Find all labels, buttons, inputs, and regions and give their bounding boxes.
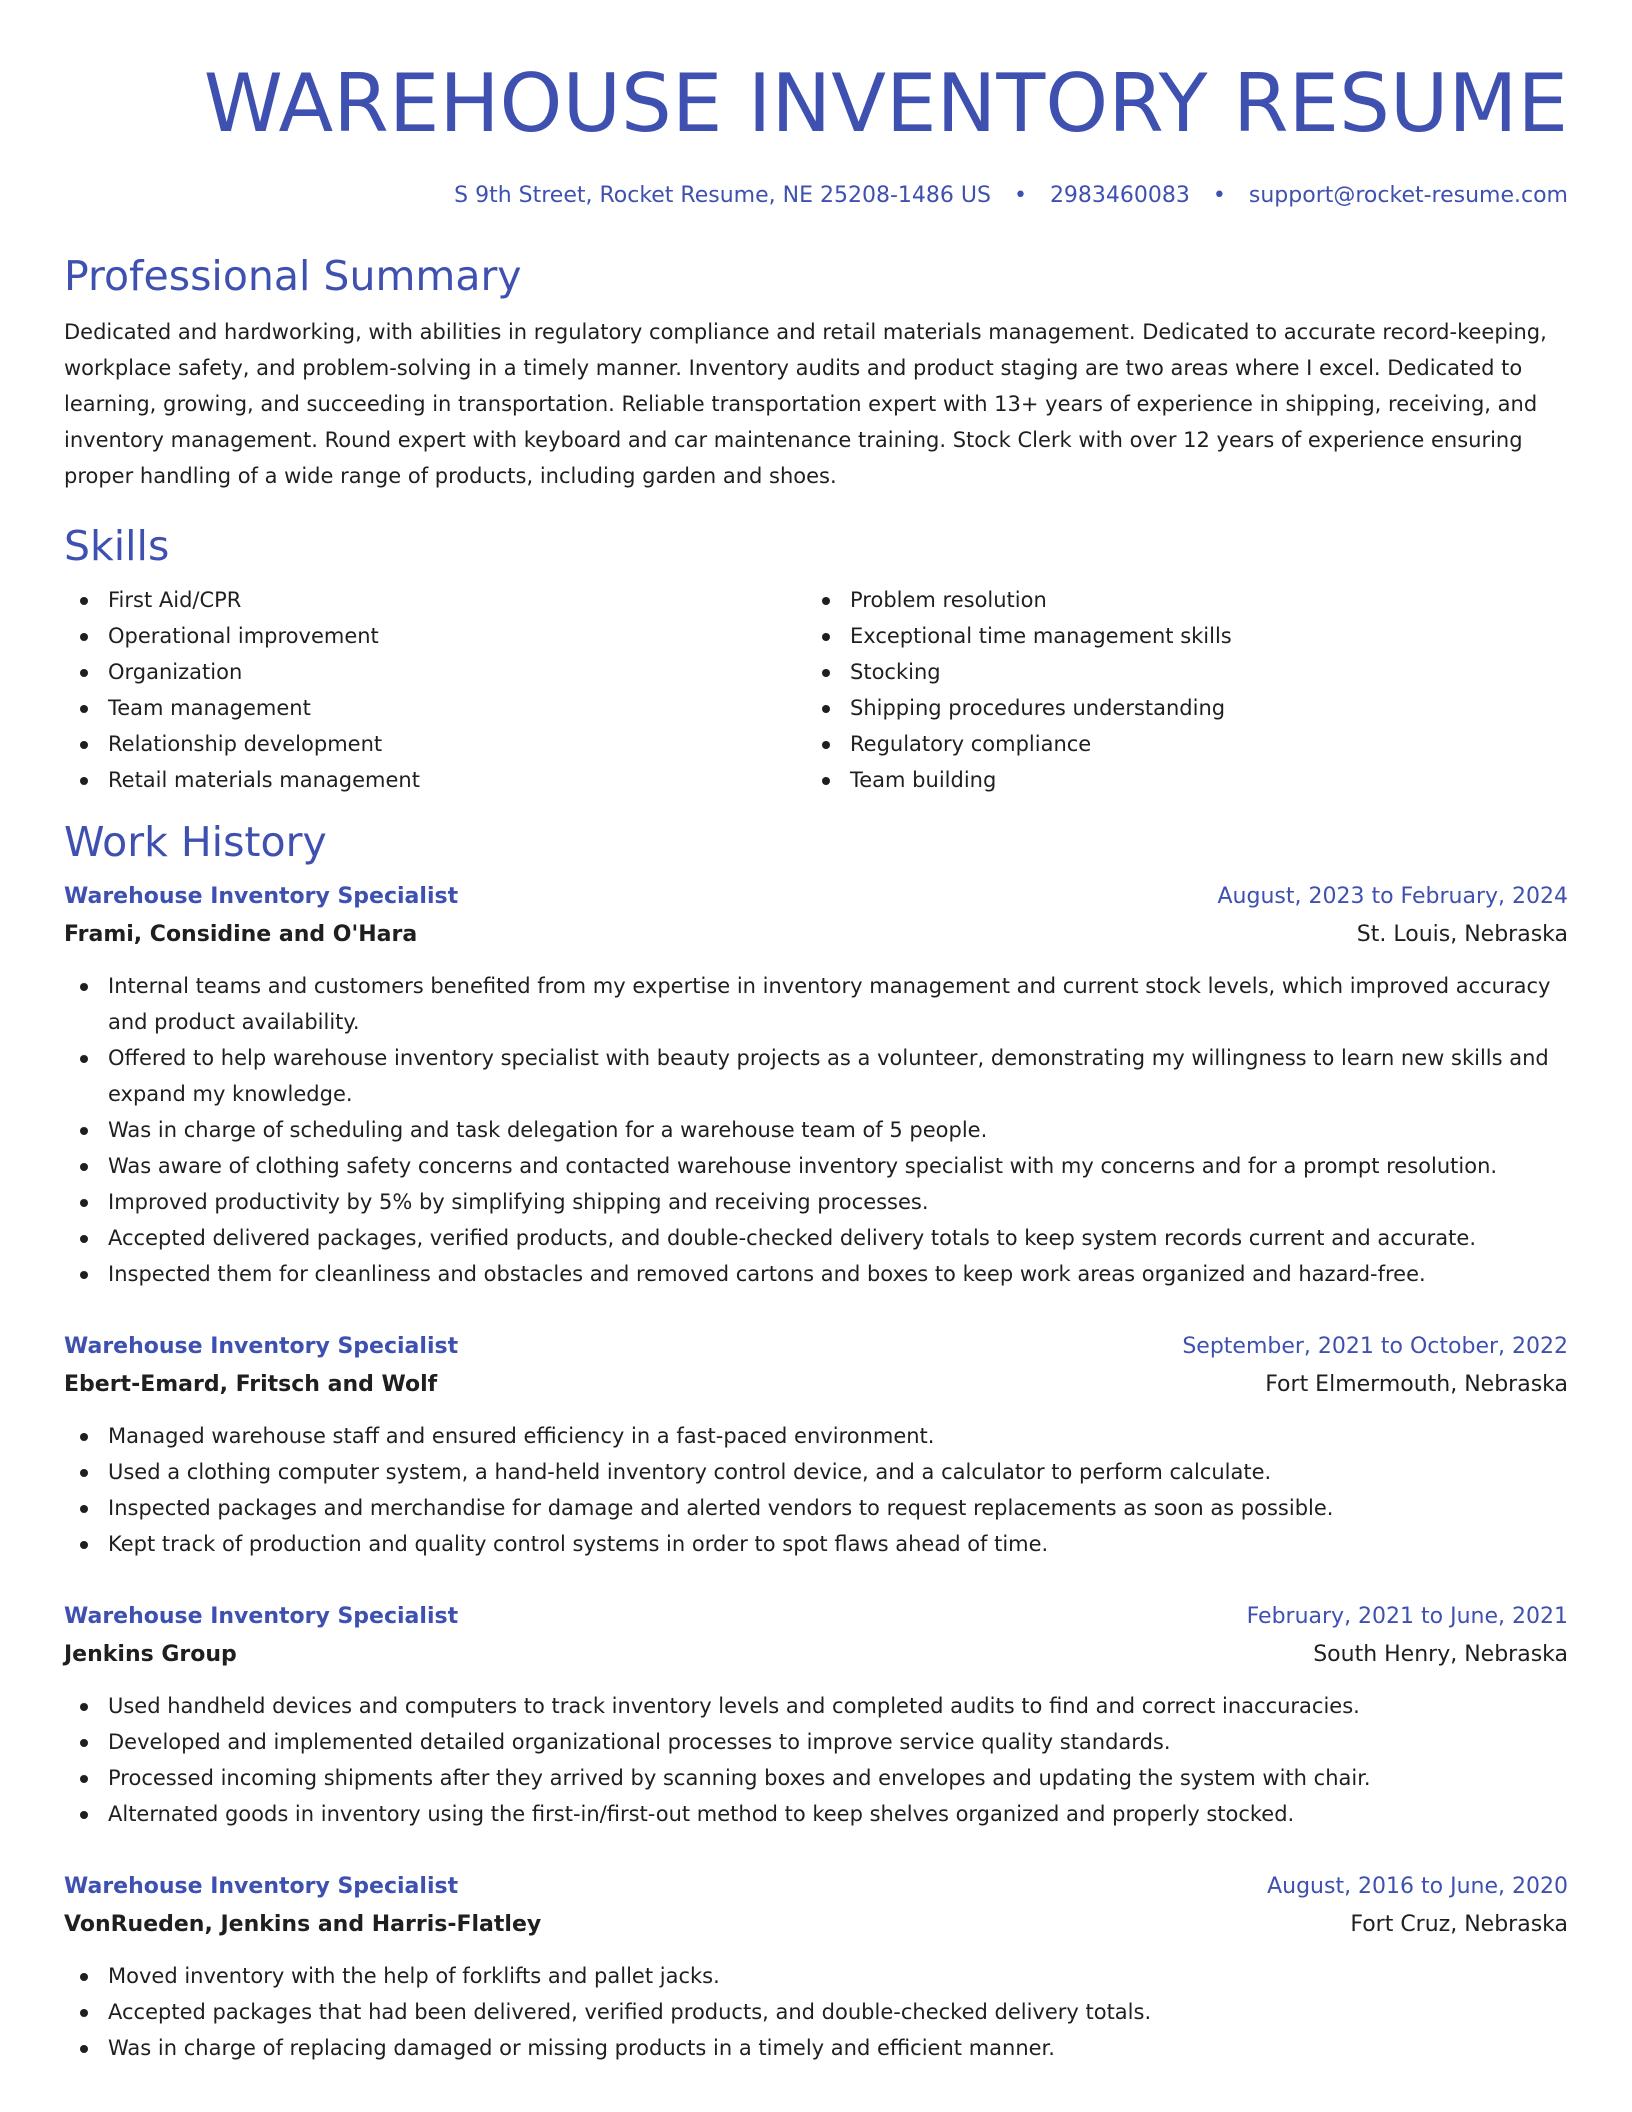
job-company-row [64, 916, 1568, 954]
contact-address: S 9th Street, Rocket Resume, NE 25208-1486 US [454, 183, 991, 208]
skills-heading: Skills [64, 522, 170, 570]
job-title: Warehouse Inventory Specialist [64, 1604, 459, 1629]
contact-separator: • [1013, 183, 1027, 208]
skills-list [64, 582, 1568, 798]
job-header-row [64, 1868, 1568, 1906]
skill-item: First Aid/CPR [64, 582, 806, 618]
job-bullet: Processed incoming shipments after they arrived by scanning boxes and envelopes and updating the system with chair. [64, 1760, 1568, 1796]
job-bullet: Alternated goods in inventory using the first-in/first-out method to keep shelves organized and properly stocked. [64, 1796, 1568, 1832]
job-company-row [64, 1906, 1568, 1944]
job-entry [64, 878, 1568, 1292]
job-bullet: Kept track of production and quality control systems in order to spot flaws ahead of time. [64, 1526, 1568, 1562]
skill-item: Team management [64, 690, 806, 726]
resume-page [64, 0, 1568, 2066]
job-bullet: Managed warehouse staff and ensured efficiency in a fast-paced environment. [64, 1418, 1568, 1454]
job-dates: August, 2023 to February, 2024 [1217, 884, 1568, 909]
job-bullet: Accepted packages that had been delivered, verified products, and double-checked delivery totals. [64, 1994, 1568, 2030]
job-bullets [64, 1688, 1568, 1832]
contact-separator: • [1212, 183, 1226, 208]
skill-item: Problem resolution [806, 582, 1548, 618]
job-company: Frami, Considine and O'Hara [64, 922, 418, 947]
job-header-row [64, 878, 1568, 916]
contact-phone: 2983460083 [1049, 183, 1190, 208]
job-title: Warehouse Inventory Specialist [64, 1874, 459, 1899]
work-history-heading: Work History [64, 818, 327, 866]
job-dates: September, 2021 to October, 2022 [1182, 1334, 1568, 1359]
job-bullet: Improved productivity by 5% by simplifying shipping and receiving processes. [64, 1184, 1568, 1220]
job-bullet: Inspected them for cleanliness and obstacles and removed cartons and boxes to keep work areas organized and hazard-free. [64, 1256, 1568, 1292]
skill-item: Stocking [806, 654, 1548, 690]
skill-item: Retail materials management [64, 762, 806, 798]
job-company: Jenkins Group [64, 1642, 237, 1667]
job-bullet: Was in charge of replacing damaged or missing products in a timely and efficient manner. [64, 2030, 1568, 2066]
skill-item: Shipping procedures understanding [806, 690, 1548, 726]
job-bullets [64, 1958, 1568, 2066]
job-title: Warehouse Inventory Specialist [64, 1334, 459, 1359]
job-bullet: Developed and implemented detailed organizational processes to improve service quality standards. [64, 1724, 1568, 1760]
job-bullet: Offered to help warehouse inventory specialist with beauty projects as a volunteer, demonstrating my willingness to learn new skills and expand my knowledge. [64, 1040, 1568, 1112]
skill-item: Regulatory compliance [806, 726, 1548, 762]
job-company-row [64, 1366, 1568, 1404]
job-bullet: Used handheld devices and computers to track inventory levels and completed audits to find and correct inaccuracies. [64, 1688, 1568, 1724]
job-entry [64, 1868, 1568, 2066]
job-bullet: Used a clothing computer system, a hand-held inventory control device, and a calculator to perform calculate. [64, 1454, 1568, 1490]
job-bullet: Was aware of clothing safety concerns and contacted warehouse inventory specialist with my concerns and for a prompt resolution. [64, 1148, 1568, 1184]
summary-text: Dedicated and hardworking, with abilities in regulatory compliance and retail materials management. Dedicated to accurate record-keeping, workplace safety, and problem-solving in a timely manner. Inventory audits and product staging are two areas where I excel. Dedicated to learning, growing, and succeeding in transportation. Reliable transportation expert with 13+ years of experience in shipping, receiving, and inventory management. Round expert with keyboard and car maintenance training. Stock Clerk with over 12 years of experience ensuring proper handling of a wide range of products, including garden and shoes. [64, 320, 1547, 488]
job-bullet: Was in charge of scheduling and task delegation for a warehouse team of 5 people. [64, 1112, 1568, 1148]
skill-item: Exceptional time management skills [806, 618, 1548, 654]
summary-heading: Professional Summary [64, 252, 522, 300]
job-header-row [64, 1598, 1568, 1636]
job-bullet: Moved inventory with the help of forklifts and pallet jacks. [64, 1958, 1568, 1994]
skills-column-left [64, 582, 806, 798]
job-dates: August, 2016 to June, 2020 [1267, 1874, 1568, 1899]
job-bullets [64, 968, 1568, 1292]
job-company-row [64, 1636, 1568, 1674]
skill-item: Relationship development [64, 726, 806, 762]
job-location: St. Louis, Nebraska [1356, 922, 1568, 947]
job-title: Warehouse Inventory Specialist [64, 884, 459, 909]
contact-email[interactable]: support@rocket-resume.com [1248, 183, 1568, 208]
skill-item: Operational improvement [64, 618, 806, 654]
job-bullet: Accepted delivered packages, verified products, and double-checked delivery totals to keep system records current and accurate. [64, 1220, 1568, 1256]
job-bullets [64, 1418, 1568, 1562]
job-company: Ebert-Emard, Fritsch and Wolf [64, 1372, 438, 1397]
skills-column-right [806, 582, 1548, 798]
skill-item: Organization [64, 654, 806, 690]
job-entry [64, 1328, 1568, 1562]
contact-line [64, 180, 1568, 212]
job-bullet: Inspected packages and merchandise for damage and alerted vendors to request replacements as soon as possible. [64, 1490, 1568, 1526]
job-bullet: Internal teams and customers benefited from my expertise in inventory management and current stock levels, which improved accuracy and product availability. [64, 968, 1568, 1040]
resume-name: WAREHOUSE INVENTORY RESUME [203, 57, 1568, 150]
job-location: South Henry, Nebraska [1313, 1642, 1568, 1667]
skill-item: Team building [806, 762, 1548, 798]
job-location: Fort Elmermouth, Nebraska [1265, 1372, 1568, 1397]
job-header-row [64, 1328, 1568, 1366]
job-location: Fort Cruz, Nebraska [1350, 1912, 1568, 1937]
job-company: VonRueden, Jenkins and Harris-Flatley [64, 1912, 542, 1937]
job-dates: February, 2021 to June, 2021 [1246, 1604, 1568, 1629]
job-entry [64, 1598, 1568, 1832]
